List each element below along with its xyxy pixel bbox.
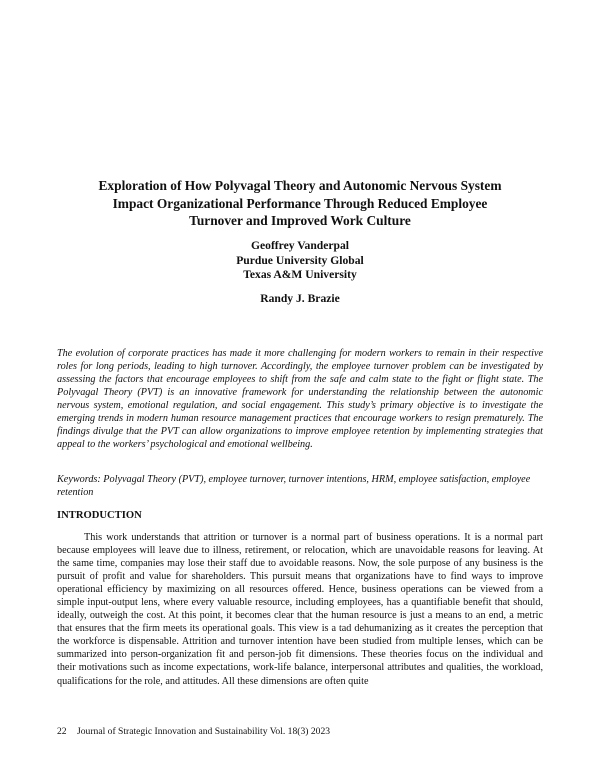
author-block-2	[100, 292, 500, 307]
section-heading-introduction: INTRODUCTION	[57, 510, 142, 521]
title-line-2: Impact Organizational Performance Through Reduced Employee	[112, 195, 488, 211]
title-line-1: Exploration of How Polyvagal Theory and Autonomic Nervous System	[98, 178, 502, 193]
author-affiliation: Purdue University Global	[236, 253, 364, 267]
page-number: 22	[57, 726, 67, 737]
title-line-3: Turnover and Improved Work Culture	[189, 213, 411, 228]
author-name: Geoffrey Vanderpal	[250, 239, 349, 252]
keywords: Keywords: Polyvagal Theory (PVT), employee turnover, turnover intentions, HRM, employee satisfaction, employee retention	[57, 474, 531, 499]
page-footer	[57, 726, 543, 738]
abstract: The evolution of corporate practices has made it more challenging for modern workers to remain in their respective roles for long periods, leading to high turnover. Accordingly, the employee turnover problem can be investigated by assessing the factors that encourage employees to shift from the safe and calm state to the fight or flight state. The Polyvagal Theory (PVT) is an innovative framework for understanding the relationship between the autonomic nervous system, emotional regulation, and social engagement. This study’s primary objective is to investigate the emerging trends in modern human resource management practices that encourage workers to resign prematurely. The findings divulge that the PVT can allow organizations to improve employee retention by implementing strategies that appeal to the workers’ psychological and emotional wellbeing.	[57, 348, 543, 451]
author-block-1	[100, 239, 500, 283]
author-affiliation: Texas A&M University	[243, 268, 357, 282]
journal-citation: Journal of Strategic Innovation and Sustainability Vol. 18(3) 2023	[77, 726, 331, 737]
paper-title	[60, 177, 540, 230]
author-name: Randy J. Brazie	[260, 292, 340, 305]
introduction-paragraph: This work understands that attrition or turnover is a normal part of business operations. It is a normal part because employees will leave due to illness, retirement, or relocation, which are unavoidable reasons for leaving. At the same time, companies may lose their staff due to avoidable reasons. Now, the sole purpose of any business is the pursuit of profit and value for shareholders. This pursuit means that organizations have to find ways to improve operational efficiency by maximizing on all resources offered. Hence, business operations can be viewed from a simple input-output lens, where every valuable resource, including employees, has a quantifiable benefit that should, ideally, outweigh the cost. At this point, it becomes clear that the human resource is just a means to an end, a metric that ensures that the firm meets its operational goals. This view is a tad dehumanizing as it creates the perception that the workforce is dispensable. Attrition and turnover intention have been studied from multiple lenses, which can be summarized into person-organization fit and person-job fit dimensions. These theories focus on the individual and their motivations such as income expectations, work-life balance, interpersonal attributes and qualities, the workload, qualifications for the role, and attitudes. All these dimensions are often quite	[57, 532, 543, 687]
